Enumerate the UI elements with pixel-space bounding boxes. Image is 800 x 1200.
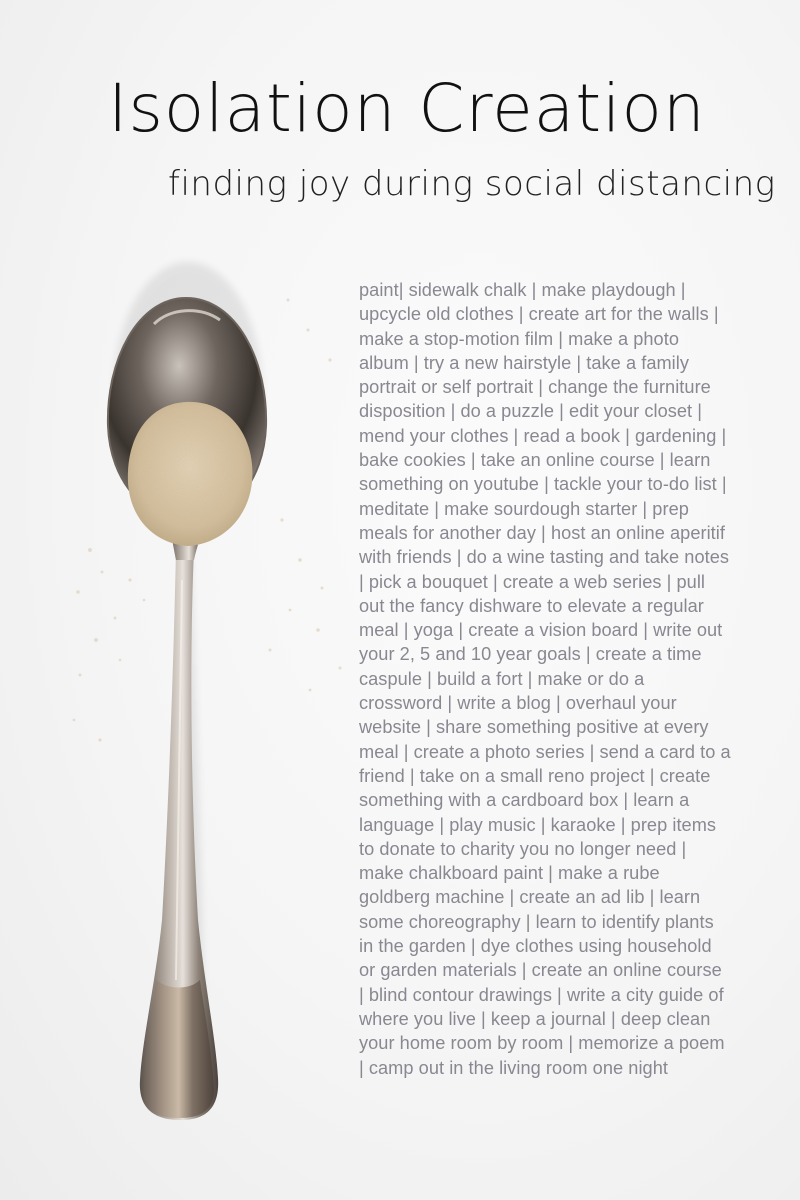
spoon-image [60,220,360,1180]
activities-list: paint| sidewalk chalk | make playdough | upcycle old clothes | create art for the walls | make a stop-motion film | make a photo album | try a new hairstyle | take a family portrait or self portrait | change the furniture disposition | do a puzzle | edit your closet | mend your clothes | read a book | gardening | bake cookies | take an online course | learn something on youtube | tackle your to-do list | meditate | make sourdough starter | prep meals for another day | host an online aperitif with friends | do a wine tasting and take notes | pick a bouquet | create a web series | pull out the fancy dishware to elevate a regular meal | yoga | create a vision board | write out your 2, 5 and 10 year goals | create a time caspule | build a fort | make or do a crossword | write a blog | overhaul your website | share something positive at every meal | create a photo series | send a card to a friend | take on a small reno project | create something with a cardboard box | learn a language | play music | karaoke | prep items to donate to charity you no longer need | make chalkboard paint | make a rube goldberg machine | create an ad lib | learn some choreography | learn to identify plants in the garden | dye clothes using household or garden materials | create an online course | blind contour drawings | write a city guide of where you live | keep a journal | deep clean your home room by room | memorize a poem | camp out in the living room one night [359,280,731,1078]
spoon-illustration [60,220,360,1180]
page-subtitle: finding joy during social distancing [168,164,776,204]
page-title: Isolation Creation [108,70,706,147]
